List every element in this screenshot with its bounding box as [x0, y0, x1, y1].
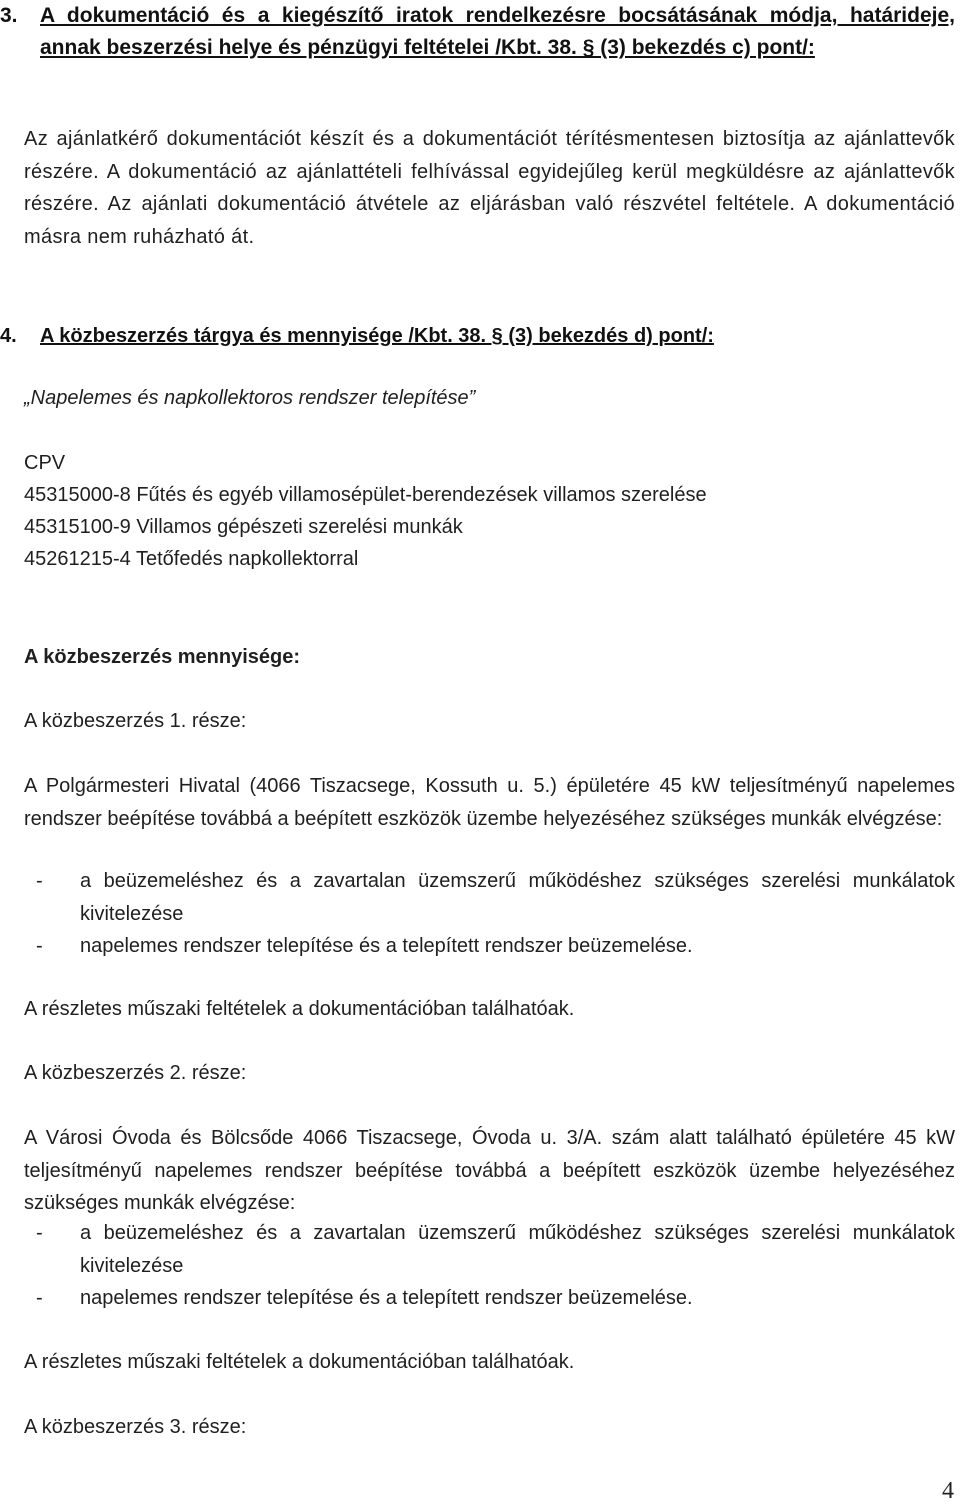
- cpv-label: CPV: [24, 452, 66, 474]
- part-2-label: A közbeszerzés 2. része:: [24, 1062, 247, 1084]
- page-number: 4: [942, 1478, 954, 1504]
- list-item: [24, 865, 955, 930]
- section-3-heading: [0, 0, 955, 64]
- part-1-description: A Polgármesteri Hivatal (4066 Tiszacsege, Kossuth u. 5.) épületére 45 kW teljesítményű napelemes rendszer beépítése továbbá a beépített eszközök üzembe helyezéséhez szükséges munkák elvégzése:: [24, 775, 955, 830]
- cpv-code-2: 45315100-9 Villamos gépészeti szerelési munkák: [24, 516, 463, 538]
- list-item: [24, 1282, 955, 1315]
- bullet-dash: -: [36, 1287, 43, 1309]
- part-1-note: A részletes műszaki feltételek a dokumentációban találhatóak.: [24, 998, 575, 1020]
- part-1-bullets: [24, 865, 955, 963]
- part-2-note: A részletes műszaki feltételek a dokumentációban találhatóak.: [24, 1351, 575, 1373]
- section-4-title: A közbeszerzés tárgya és mennyisége /Kbt. 38. § (3) bekezdés d) pont/:: [40, 325, 714, 347]
- section-3-title: A dokumentáció és a kiegészítő iratok rendelkezésre bocsátásának módja, határideje, annak beszerzési helye és pénzügyi feltételei /Kbt. 38. § (3) bekezdés c) pont/:: [40, 4, 955, 59]
- part-1-bullet-1: a beüzemeléshez és a zavartalan üzemszerű működéshez szükséges szerelési munkálatok kivitelezése: [80, 870, 955, 925]
- part-1-label: A közbeszerzés 1. része:: [24, 710, 247, 732]
- list-item: [24, 1217, 955, 1282]
- procurement-subject: „Napelemes és napkollektoros rendszer telepítése”: [24, 387, 476, 409]
- section-3-paragraph: Az ajánlatkérő dokumentációt készít és a dokumentációt térítésmentesen biztosítja az ajánlattevők részére. A dokumentáció az ajánlattételi felhívással egyidejűleg kerül megküldésre az ajánlattevők részére. Az ajánlati dokumentáció átvétele az eljárásban való részvétel feltétele. A dokumentáció másra nem ruházható át.: [24, 128, 955, 248]
- part-1-bullet-2: napelemes rendszer telepítése és a telepített rendszer beüzemelése.: [80, 935, 693, 957]
- part-2-description: A Városi Óvoda és Bölcsőde 4066 Tiszacsege, Óvoda u. 3/A. szám alatt található épületére 45 kW teljesítményű napelemes rendszer beépítése továbbá a beépített eszközök üzembe helyezéséhez szükséges munkák elvégzése:: [24, 1127, 955, 1214]
- bullet-dash: -: [36, 1222, 43, 1244]
- part-3-label: A közbeszerzés 3. része:: [24, 1416, 247, 1438]
- section-4-number: 4.: [0, 325, 17, 347]
- bullet-dash: -: [36, 870, 43, 892]
- list-item: [24, 930, 955, 963]
- part-2-bullet-2: napelemes rendszer telepítése és a telepített rendszer beüzemelése.: [80, 1287, 693, 1309]
- quantity-heading: A közbeszerzés mennyisége:: [24, 646, 301, 668]
- part-2-bullets: [24, 1217, 955, 1315]
- part-2-bullet-1: a beüzemeléshez és a zavartalan üzemszerű működéshez szükséges szerelési munkálatok kivitelezése: [80, 1222, 955, 1277]
- section-3-number: 3.: [0, 4, 18, 27]
- bullet-dash: -: [36, 935, 43, 957]
- cpv-code-3: 45261215-4 Tetőfedés napkollektorral: [24, 548, 359, 570]
- cpv-code-1: 45315000-8 Fűtés és egyéb villamosépület-berendezések villamos szerelése: [24, 484, 707, 506]
